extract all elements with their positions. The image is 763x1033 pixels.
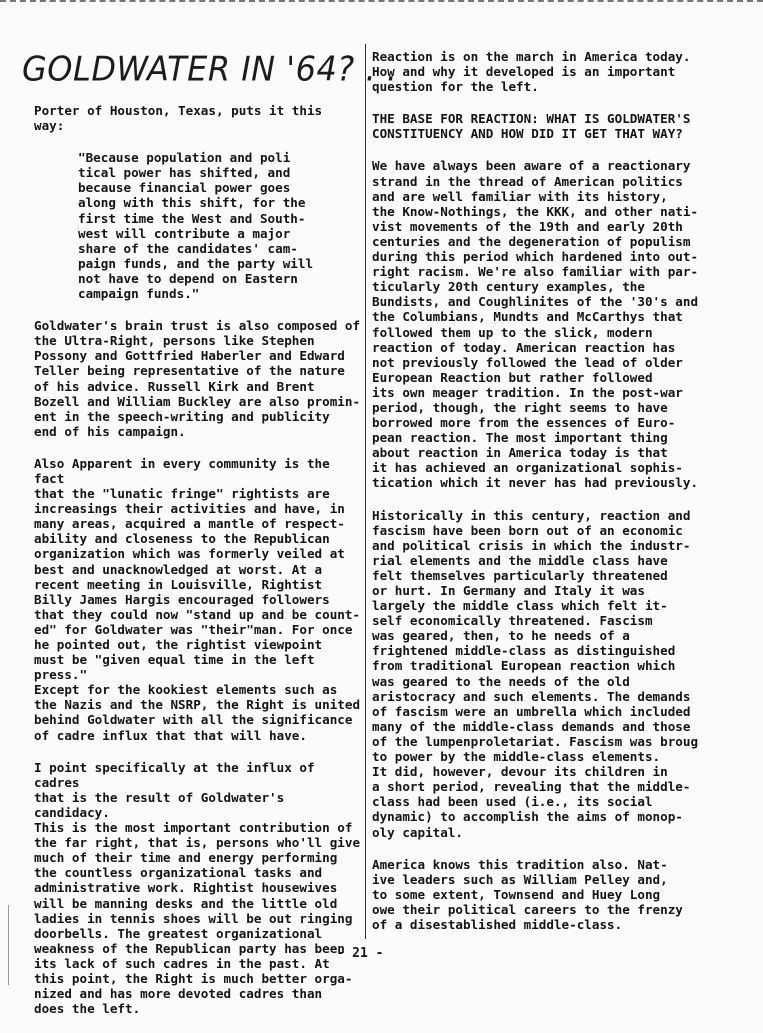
section-subhead: THE BASE FOR REACTION: WHAT IS GOLDWATER'S CONSTITUENCY AND HOW DID IT GET THAT WAY? — [372, 111, 691, 142]
reactionary-strand-paragraph: We have always been aware of a reactionary strand in the thread of American politics and are well familiar with its history, the Know-Nothings, the KKK, and other nati- vist movements of the 19th and early 20th centuries and the degeneration of populism during this period which hardened into out- right racism. We're also familiar with par- ticularly 20th century examples, the Bundists, and Coughlinites of the '30's and the Columbians, Mundts and McCarthys that followed them up to the slick, modern reaction of today. American reaction has not previously followed the lead of older European Reaction but rather followed its own meager tradition. In the post-war period, though, the right seems to have borrowed more from the essences of Euro- pean reaction. The most important thing about reaction in America today is that it has achieved an organizational sophis- tication which it never has had previously. — [372, 158, 699, 491]
page-number: - 21 - — [336, 946, 384, 961]
right-column — [372, 49, 702, 949]
fascism-history-paragraph: Historically in this century, reaction and fascism have been born out of an economic and political crisis in which the industr- rial elements and the middle class have felt themselves particularly threatened or hurt. In Germany and Italy it was largely the middle class which felt it- self economically threatened. Fascism was geared, then, to he needs of a frightened middle-class as distinguished from traditional European reaction which was geared to the needs of the old aristocracy and such elements. The demands of fascism were an umbrella which included many of the middle-class demands and those of the lumpenproletariat. Fascism was broug to power by the middle-class elements. It did, however, devour its children in a short period, revealing that the middle- class had been used (i.e., its social dynamic) to accomplish the aims of monop- oly capital. — [372, 507, 699, 840]
page-heading: GOLDWATER IN '64? . . — [22, 49, 398, 89]
left-column — [34, 103, 364, 1033]
brain-trust-paragraph: Goldwater's brain trust is also composed of the Ultra-Right, persons like Stephen Possony and Gottfried Haberler and Edward Teller being representative of the nature of his advice. Russell Kirk and Brent Bozell and William Buckley are also promin- ent in the speech-writing and publicity end of his campaign. — [34, 318, 361, 439]
cadres-paragraph: I point specifically at the influx of cadres that is the result of Goldwater's candidacy. This is the most important contribution of the far right, that is, persons who'll give much of their time and energy performing the countless organizational tasks and administrative work. Rightist housewives will be manning desks and the little old ladies in tennis shoes will be out ringing doorbells. The greatest organizational weakness of the Republican party has been its lack of such cadres in the past. At this point, the Right is much better orga- nized and has more devoted cadres than does the left. — [34, 759, 361, 1017]
top-border-line — [0, 0, 763, 6]
column-divider — [365, 44, 366, 939]
lunatic-fringe-paragraph: Also Apparent in every community is the fact that the "lunatic fringe" rightists are increasings their activities and have, in many areas, acquired a mantle of respect- ability and closeness to the Republican organization which was formerly veiled at best and unacknowledged at worst. At a recent meeting in Louisville, Rightist Billy James Hargis encouraged followers that they could now "stand up and be count- ed" for Goldwater was "their"man. For once he pointed out, the rightist viewpoint must be "given equal time in the left press." Except for the kookiest elements such as the Nazis and the NSRP, the Right is united behind Goldwater with all the significance of cadre influx that that will have. — [34, 455, 361, 743]
margin-mark — [8, 905, 9, 985]
intro-paragraph: Porter of Houston, Texas, puts it this way: — [34, 103, 323, 134]
porter-quote: "Because population and poli tical power has shifted, and because financial power goes along with this shift, for the first time the West and South- west will contribute a major share of the candidates' cam- paign funds, and the party will not have to depend on Eastern campaign funds." — [78, 150, 314, 302]
american-tradition-paragraph: America knows this tradition also. Nat- ive leaders such as William Pelley and, to some extent, Townsend and Huey Long owe their political careers to the frenzy of a disestablished middle-class. — [372, 856, 683, 932]
lead-paragraph: Reaction is on the march in America today. How and why it developed is an important question for the left. — [372, 49, 691, 95]
